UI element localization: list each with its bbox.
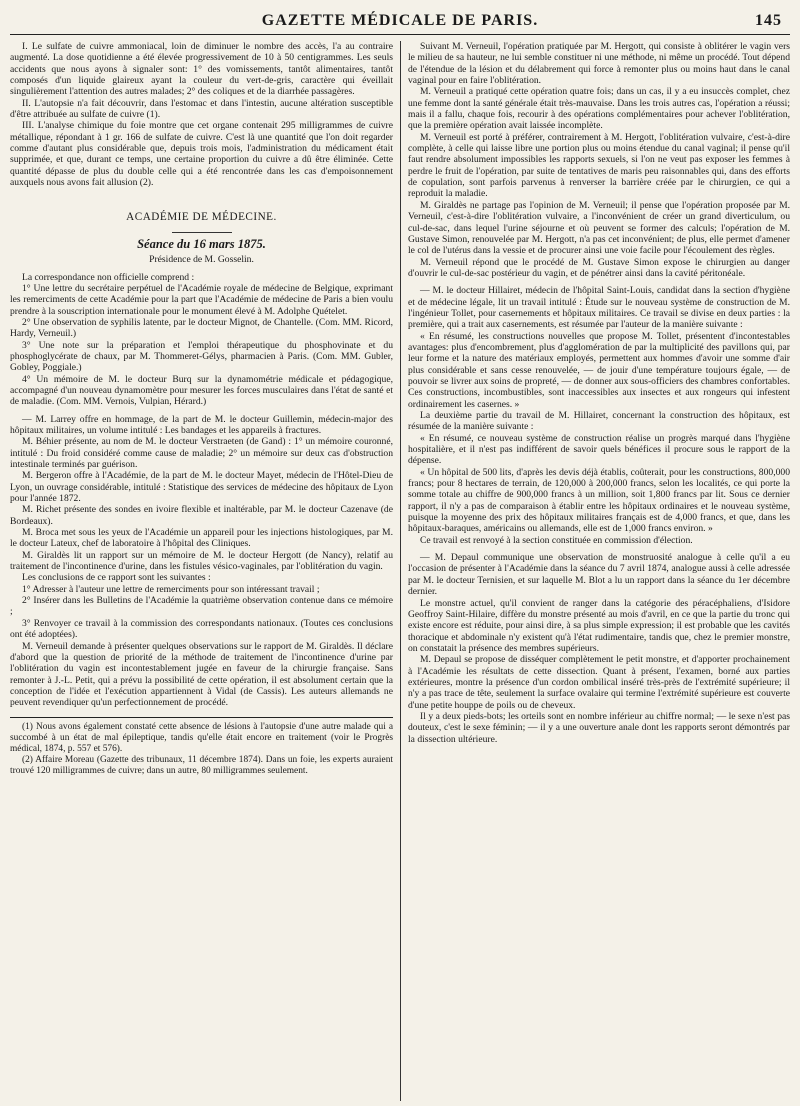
- paragraph: Ce travail est renvoyé à la section constituée en commission d'élection.: [420, 534, 693, 546]
- quote-paragraph: « En résumé, ce nouveau système de construction réalise un progrès marqué dans l'hygiène hospitalière, et il n'est pas indifférent de savoir quels bénéfices il procure sous le rapport de la dépense.: [408, 432, 790, 467]
- quote-paragraph: « En résumé, les constructions nouvelles que propose M. Tollet, présentent d'incontestables avantages: plus d'encombrement, plus d'agglomération de par la multiplicité des pavillons qui, par leur forme et la nature des matériaux employés, permettent aux hommes d'avoir une somme d'air plus considérable et sans cesse renouvelée, — de jouir d'une température toujours égale, — de pouvoir se livrer aux soins de propreté, — de donner aux sous-officiers des chambres confortables. Ces constructions, incombustibles, sont inaccessibles aux insectes et aux rongeurs qui infestent ordinairement les casernes. »: [408, 330, 790, 410]
- paragraph: La correspondance non officielle comprend :: [22, 271, 195, 283]
- paragraph: M. Verneuil est porté à préférer, contrairement à M. Hergott, l'oblitération vulvaire, c'est-à-dire complète, à celle qui laisse libre une portion plus ou moins étendue du canal vaginal; il pense qu'il faut rendre absolument impossibles les rapports sexuels, si l'on ne veut pas exposer les femmes à perdre le fruit de l'opération, par suite de tentatives de maris peu raisonnables qui, dans des efforts de copulation, sont parfois parvenus à renverser la barrière créée par le chirurgien, ce qui a reproduit la maladie.: [408, 131, 790, 200]
- paragraph: Le monstre actuel, qu'il convient de ranger dans la catégorie des péracéphaliens, d'Isidore Geoffroy Saint-Hilaire, diffère du monstre présenté au mois d'avril, en ce que la partie du tronc qui existe encore est réduite, pour ainsi dire, à sa plus simple expression; il est probable que les cavités thoracique et abdominale n'y existent qu'à l'état rudimentaire, tandis que, chez le premier monstre, on constatait la présence des membres supérieurs.: [408, 597, 790, 654]
- running-header: [10, 8, 790, 35]
- list-item: 4° Un mémoire de M. le docteur Burq sur la dynamométrie médicale et pédagogique, accompagné d'un nouveau dynamomètre pour mesurer les forces musculaires dans l'état de santé et de maladie. (Com. MM. Vernois, Vulpian, Hérard.): [10, 373, 393, 408]
- footnote: (2) Affaire Moreau (Gazette des tribunaux, 11 décembre 1874). Dans un foie, les experts auraient trouvé 120 milligrammes de cuivre; dans un autre, 80 milligrammes seulement.: [10, 754, 393, 776]
- list-item: 3° Une note sur la préparation et l'emploi thérapeutique du phosphovinate et du phosphoglycérate de chaux, par M. Thommeret-Gélys, pharmacien à Paris. (Com. MM. Gubler, Gobley, Poggiale.): [10, 339, 393, 374]
- paragraph: — M. le docteur Hillairet, médecin de l'hôpital Saint-Louis, candidat dans la section d'hygiène et de médecine légale, lit un travail intitulé : Étude sur le nouveau système de construction de M. l'ingénieur Tollet, pour casernements et hôpitaux militaires. Ce travail se divise en deux parties : la première, qui a trait aux casernements, est résumée par l'auteur de la manière suivante :: [408, 285, 790, 331]
- paragraph: M. Broca met sous les yeux de l'Académie un appareil pour les injections histologiques, par M. le docteur Lateux, chef de laboratoire à l'hôpital des Cliniques.: [10, 527, 393, 550]
- footnote-divider: [10, 717, 393, 718]
- section-title: ACADÉMIE DE MÉDECINE.: [126, 211, 277, 224]
- paragraph: La deuxième partie du travail de M. Hillairet, concernant la construction des hôpitaux, est résumée de la manière suivante :: [408, 410, 790, 433]
- list-item: 3° Renvoyer ce travail à la commission des correspondants nationaux. (Toutes ces conclusions ont été adoptées).: [10, 617, 393, 641]
- paragraph: Suivant M. Verneuil, l'opération pratiquée par M. Hergott, qui consiste à oblitérer le vagin vers le milieu de sa hauteur, ne lui semble constituer ni une méthode, ni même un procédé. Tout dépend de l'étendue de la lésion et du délabrement qui force à remonter plus ou moins haut dans le canal vaginal pour en faire l'oblitération.: [408, 41, 790, 87]
- paragraph: M. Depaul se propose de disséquer complètement le petit monstre, et d'apporter prochainement à l'Académie les résultats de cette dissection. Quant à présent, l'examen, borné aux parties extérieures, montre la présence d'un cordon ombilical inséré très-près de l'extrémité supérieure; il n'y a pas trace de tête, seulement la surface ovalaire qui termine l'extrémité supérieure est couverte d'une petite houppe de poils ou de cheveux.: [408, 654, 790, 711]
- list-item: 1° Adresser à l'auteur une lettre de remerciments pour son intéressant travail ;: [22, 583, 320, 595]
- paragraph: M. Verneuil demande à présenter quelques observations sur le rapport de M. Giraldès. Il déclare d'abord que la question de priorité de la méthode de traitement de l'incontinence d'urine par l'oblitération du vagin est incontestablement jugée en faveur de la chirurgie française. Sans remonter à J.-L. Petit, qui a prévu la possibilité de cette opération, il est absolument certain que la conception de l'idée et l'exécution appartiennent à Vidal (de Cassis). Les auteurs allemands ne peuvent revendiquer qu'un perfectionnement de procédé.: [10, 640, 393, 709]
- paragraph: M. Richet présente des sondes en ivoire flexible et inaltérable, par M. le docteur Cazenave (de Bordeaux).: [10, 504, 393, 527]
- two-column-body: [10, 41, 790, 1101]
- list-item: 2° Une observation de syphilis latente, par le docteur Mignot, de Chantelle. (Com. MM. Ricord, Hardy, Verneuil.): [10, 316, 393, 340]
- footnote: (1) Nous avons également constaté cette absence de lésions à l'autopsie d'une autre malade qui a succombé à un état de mal épileptique, tandis qu'elle était encore en traitement (voir le Progrès médical, 1874, p. 557 et 576).: [10, 721, 393, 754]
- paragraph: M. Verneuil répond que le procédé de M. Gustave Simon expose le chirurgien au danger d'ouvrir le cul-de-sac postérieur du vagin, et de pénétrer ainsi dans la cavité péritonéale.: [408, 256, 790, 279]
- paragraph: II. L'autopsie n'a fait découvrir, dans l'estomac et dans l'intestin, aucune altération susceptible d'être attribuée au sulfate de cuivre (1).: [10, 97, 393, 121]
- paragraph: M. Giraldès ne partage pas l'opinion de M. Verneuil; il pense que l'opération proposée par M. Verneuil, c'est-à-dire l'oblitération vulvaire, a l'inconvénient de créer un grand diverticulum, ou cul-de-sac, dans lequel l'urine séjourne et où peuvent se former des calculs; l'opération de M. Gustave Simon, renouvelée par M. Hergott, n'a pas cet inconvénient; de plus, elle permet d'amener le col de l'utérus dans la vessie et de procurer ainsi une voie facile pour l'écoulement des règles.: [408, 199, 790, 257]
- left-column: [10, 41, 400, 1101]
- session-heading: Séance du 16 mars 1875.: [137, 236, 266, 251]
- paragraph: — M. Larrey offre en hommage, de la part de M. le docteur Guillemin, médecin-major des hôpitaux militaires, un volume intitulé : Les bandages et les appareils à fractures.: [10, 413, 393, 436]
- paragraph: Il y a deux pieds-bots; les orteils sont en nombre inférieur au chiffre normal; — le sexe n'est pas douteux, c'est le sexe féminin; — il y a une ouverture anale dont les rapports seront démontrés par la dissection ultérieure.: [408, 710, 790, 745]
- journal-title: GAZETTE MÉDICALE DE PARIS.: [261, 12, 539, 29]
- paragraph: M. Béhier présente, au nom de M. le docteur Verstraeten (de Gand) : 1° un mémoire couronné, intitulé : Du froid considéré comme cause de maladie; 2° un mémoire sur deux cas d'obstruction intestinale terminés par guérison.: [10, 436, 393, 470]
- paragraph: Les conclusions de ce rapport sont les suivantes :: [22, 572, 211, 584]
- paragraph: M. Giraldès lit un rapport sur un mémoire de M. le docteur Hergott (de Nancy), relatif au traitement de l'incontinence d'urine, dans les fistules vésico-vaginales, par l'oblitération du vagin.: [10, 549, 393, 573]
- list-item: 2° Insérer dans les Bulletins de l'Académie la quatrième observation contenue dans ce mémoire ;: [10, 595, 393, 618]
- right-column: [400, 41, 790, 1101]
- presidency-line: Présidence de M. Gosselin.: [149, 254, 254, 266]
- divider: [172, 232, 232, 233]
- paragraph: III. L'analyse chimique du foie montre que cet organe contenait 295 milligrammes de cuivre métallique, répondant à 1 gr. 166 de sulfate de cuivre. C'est là une quantité que l'on doit regarder comme d'autant plus considérable que, depuis trois mois, l'administration du médicament était supprimée, et que, durant ce temps, une certaine proportion du cuivre a dû être éliminée. Cette quantité dépasse de plus du double celle qui a été rencontrée dans les cas d'empoisonnement auxquels nous avons fait allusion (2).: [10, 120, 393, 189]
- paragraph: M. Verneuil a pratiqué cette opération quatre fois; dans un cas, il y a eu insuccès complet, chez une femme dont la santé générale était très-mauvaise. Dans les trois autres cas, l'opération a réussi; mais il a fallu, chaque fois, recourir à des opérations complémentaires pour achever l'oblitération, que la première opération avait laissée incomplète.: [408, 86, 790, 132]
- quote-paragraph: « Un hôpital de 500 lits, d'après les devis déjà établis, coûterait, pour les constructions, 800,000 francs; pour 8 hectares de terrain, de 120,000 à 200,000 francs, selon les localités, ce qui porte la somme totale au chiffre de 900,000 francs à un million, soit 1,800 francs par lit. Sous ce dernier rapport, il n'y a pas de comparaison à établir entre les hôpitaux ordinaires et le nouveau système, puisque la moyenne des prix des hôpitaux militaires français est de 4,000 francs, et que, dans les hôpitaux-baraques, américains ou allemands, elle est de 1,000 francs environ. »: [408, 466, 790, 535]
- page-number: 145: [755, 12, 782, 29]
- paragraph: I. Le sulfate de cuivre ammoniacal, loin de diminuer le nombre des accès, l'a au contraire augmenté. La dose quotidienne a été élevée progressivement de 10 à 50 centigrammes. Les seuls accidents que nous ayons à signaler sont: 1° des vomissements, tantôt alimentaires, tantôt composés d'un liquide glaireux ayant la couleur du vert-de-gris, caractère qui éveillait singulièrement l'attention des autres malades; 2° des coliques et de la diarrhée passagères.: [10, 41, 393, 98]
- paragraph: M. Bergeron offre à l'Académie, de la part de M. le docteur Mayet, médecin de l'Hôtel-Dieu de Lyon, un ouvrage considérable, intitulé : Statistique des services de médecine des hôpitaux de Lyon pour l'année 1872.: [10, 470, 393, 505]
- paragraph: — M. Depaul communique une observation de monstruosité analogue à celle qu'il a eu l'occasion de présenter à l'Académie dans la séance du 7 avril 1874, analogue aussi à celle adressée par M. le docteur Ternisien, et sur laquelle M. Blot a lu un rapport dans la séance du 1er décembre dernier.: [408, 552, 790, 598]
- list-item: 1° Une lettre du secrétaire perpétuel de l'Académie royale de médecine de Belgique, exprimant les remerciments de cette Académie pour la part que l'Académie de médecine de Paris a bien voulu prendre à la souscription internationale pour le monument élevé à M. Adolphe Quételet.: [10, 282, 393, 317]
